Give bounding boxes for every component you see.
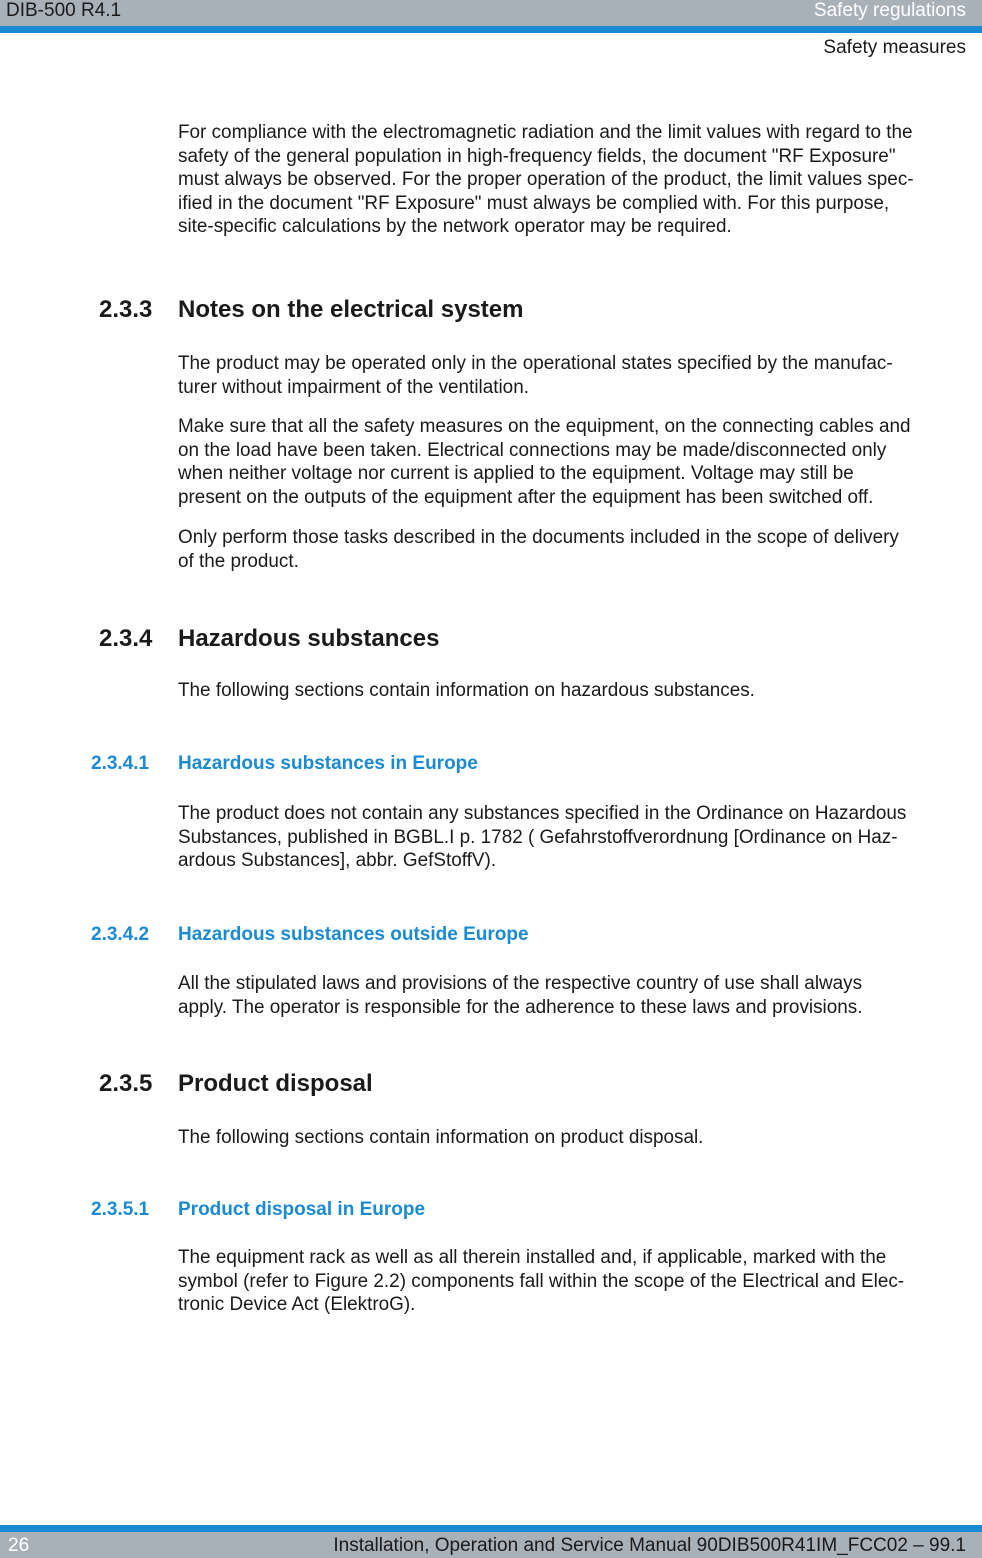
footer-document-title: Installation, Operation and Service Manual 90DIB500R41IM_FCC02 – 99.1 <box>333 1535 966 1556</box>
text-line: Make sure that all the safety measures on the equipment, on the connecting cables and <box>178 416 911 437</box>
section-title: Notes on the electrical system <box>178 296 524 323</box>
text-line: turer without impairment of the ventilation. <box>178 376 529 398</box>
subsection-number: 2.3.4.1 <box>91 753 150 774</box>
text-line: The following sections contain information on hazardous substances. <box>178 680 755 701</box>
section-number: 2.3.5 <box>99 1070 153 1097</box>
text-line: The following sections contain information on product disposal. <box>178 1127 704 1148</box>
text-line: apply. The operator is responsible for the adherence to these laws and provisions. <box>178 996 863 1018</box>
text-line: All the stipulated laws and provisions of the respective country of use shall always <box>178 973 863 994</box>
text-line: must always be observed. For the proper operation of the product, the limit values spec- <box>178 169 914 191</box>
paragraph <box>178 802 982 873</box>
subsection-title: Hazardous substances outside Europe <box>178 924 529 945</box>
section-number: 2.3.3 <box>99 296 153 323</box>
header-product: DIB-500 R4.1 <box>6 0 122 21</box>
text-line: tronic Device Act (ElektroG). <box>178 1294 416 1316</box>
text-line: The equipment rack as well as all therein installed and, if applicable, marked with the <box>178 1247 887 1268</box>
paragraph <box>178 415 982 509</box>
intro-paragraph <box>178 121 982 239</box>
text-line: site-specific calculations by the network operator may be required. <box>178 216 732 238</box>
text-line: ardous Substances], abbr. GefStoffV). <box>178 850 497 872</box>
paragraph <box>178 1246 982 1317</box>
footer-accent-line <box>0 1525 982 1532</box>
paragraph <box>178 972 982 1019</box>
subsection-title: Product disposal in Europe <box>178 1199 426 1220</box>
text-line: Substances, published in BGBL.I p. 1782 ( Gefahrstoffverordnung [Ordinance on Haz- <box>178 826 898 848</box>
text-line: when neither voltage nor current is applied to the equipment. Voltage may still be <box>178 463 854 485</box>
subsection-title: Hazardous substances in Europe <box>178 753 478 774</box>
text-line: present on the outputs of the equipment after the equipment has been switched off. <box>178 486 874 508</box>
subsection-number: 2.3.5.1 <box>91 1199 150 1220</box>
paragraph <box>178 1126 982 1150</box>
text-line: of the product. <box>178 550 299 572</box>
section-title: Hazardous substances <box>178 625 440 652</box>
header-chapter: Safety regulations <box>813 0 966 21</box>
section-number: 2.3.4 <box>99 625 153 652</box>
header-section: Safety measures <box>823 37 966 58</box>
text-line: Only perform those tasks described in the documents included in the scope of delivery <box>178 527 899 548</box>
paragraph <box>178 526 982 573</box>
header-accent-line <box>0 26 982 33</box>
page-number: 26 <box>8 1535 30 1556</box>
section-title: Product disposal <box>178 1070 373 1097</box>
text-line: on the load have been taken. Electrical connections may be made/disconnected only <box>178 439 887 461</box>
text-line: safety of the general population in high-frequency fields, the document "RF Exposure" <box>178 145 896 167</box>
text-line: The product does not contain any substances specified in the Ordinance on Hazardous <box>178 803 907 824</box>
text-line: symbol (refer to Figure 2.2) components fall within the scope of the Electrical and Elec- <box>178 1270 905 1292</box>
paragraph <box>178 679 982 703</box>
subsection-number: 2.3.4.2 <box>91 924 150 945</box>
text-line: ified in the document "RF Exposure" must always be complied with. For this purpose, <box>178 192 890 214</box>
paragraph <box>178 352 982 399</box>
text-line: For compliance with the electromagnetic radiation and the limit values with regard to the <box>178 122 913 143</box>
text-line: The product may be operated only in the operational states specified by the manufac- <box>178 353 893 374</box>
